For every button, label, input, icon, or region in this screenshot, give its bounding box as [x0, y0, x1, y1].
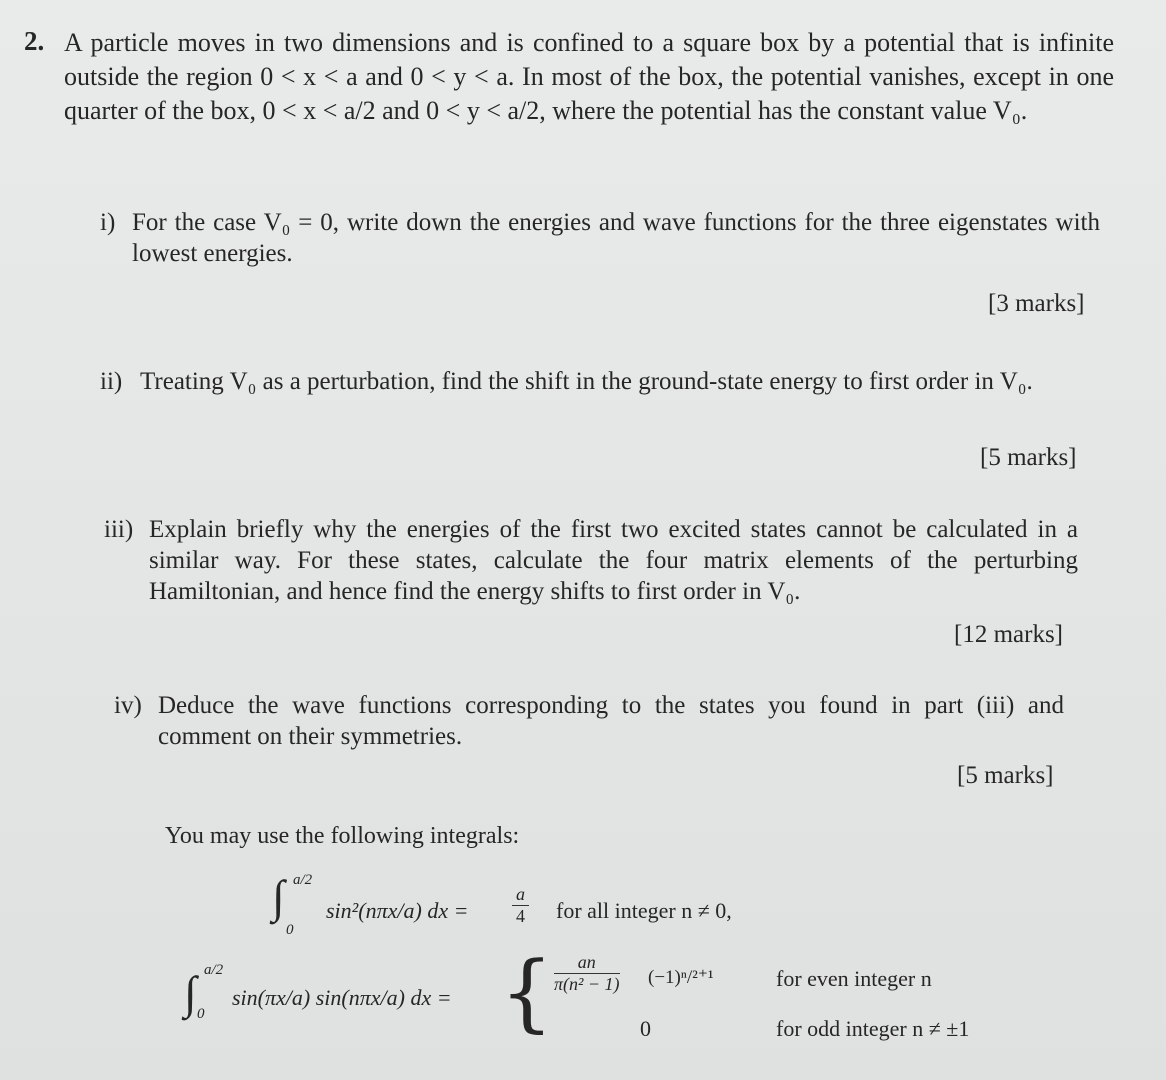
fraction-denominator: π(n² − 1) [554, 974, 620, 994]
integral-sign: ∫ [184, 967, 197, 1018]
fraction [508, 884, 533, 927]
marks-badge: [5 marks] [980, 444, 1077, 471]
integrand: sin(πx/a) sin(nπx/a) dx = [232, 985, 452, 1010]
question-text: A particle moves in two dimensions and is confined to a square box by a potential that is infinite outside the region 0 < x < a and 0 < y < a. In most of the box, the potential vanishes, except in one quarter of the box, 0 < x < a/2 and 0 < y < a/2, where the potential has the constant value V₀. [64, 28, 1114, 125]
case-value: 0 [640, 1016, 651, 1041]
fraction-denominator: 4 [516, 906, 525, 926]
fraction-numerator: an [554, 952, 620, 974]
case-condition: for odd integer n ≠ ±1 [776, 1016, 970, 1041]
integral-sign: ∫ [272, 871, 285, 922]
fraction [550, 952, 624, 995]
part-iii [104, 514, 1078, 607]
part-i [100, 207, 1100, 269]
integrand: sin²(nπx/a) dx = [326, 898, 469, 923]
integral-lower-limit: 0 [197, 1006, 205, 1022]
integrals-hint: You may use the following integrals: [165, 823, 520, 849]
case-condition: for even integer n [776, 966, 932, 991]
part-label: ii) [100, 368, 123, 395]
part-label: i) [100, 209, 116, 236]
integral-condition: for all integer n ≠ 0, [556, 898, 732, 923]
marks-badge: [3 marks] [988, 290, 1085, 317]
sign-factor: (−1)ⁿ/²⁺¹ [648, 967, 714, 988]
integral-upper-limit: a/2 [204, 962, 224, 978]
question-number: 2. [24, 26, 45, 56]
cases-brace: { [500, 943, 554, 1041]
part-text: Explain briefly why the energies of the first two excited states cannot be calculated in a similar way. For these states, calculate the four matrix elements of the perturbing Hamiltonian, and hence find the energy shifts to first order in V₀. [149, 516, 1078, 605]
fraction-numerator: a [512, 884, 529, 906]
part-text: Deduce the wave functions corresponding to the states you found in part (iii) and comment on their symmetries. [158, 692, 1064, 750]
part-label: iii) [104, 516, 134, 543]
integral-upper-limit: a/2 [293, 872, 313, 888]
part-label: iv) [114, 692, 142, 719]
marks-badge: [5 marks] [957, 762, 1054, 789]
part-ii [100, 366, 1090, 397]
part-text: Treating V₀ as a perturbation, find the shift in the ground-state energy to first order in V₀. [140, 368, 1033, 395]
part-iv [114, 690, 1064, 752]
part-text: For the case V₀ = 0, write down the energies and wave functions for the three eigenstates with lowest energies. [132, 209, 1100, 267]
marks-badge: [12 marks] [954, 621, 1063, 648]
integral-lower-limit: 0 [286, 922, 294, 938]
